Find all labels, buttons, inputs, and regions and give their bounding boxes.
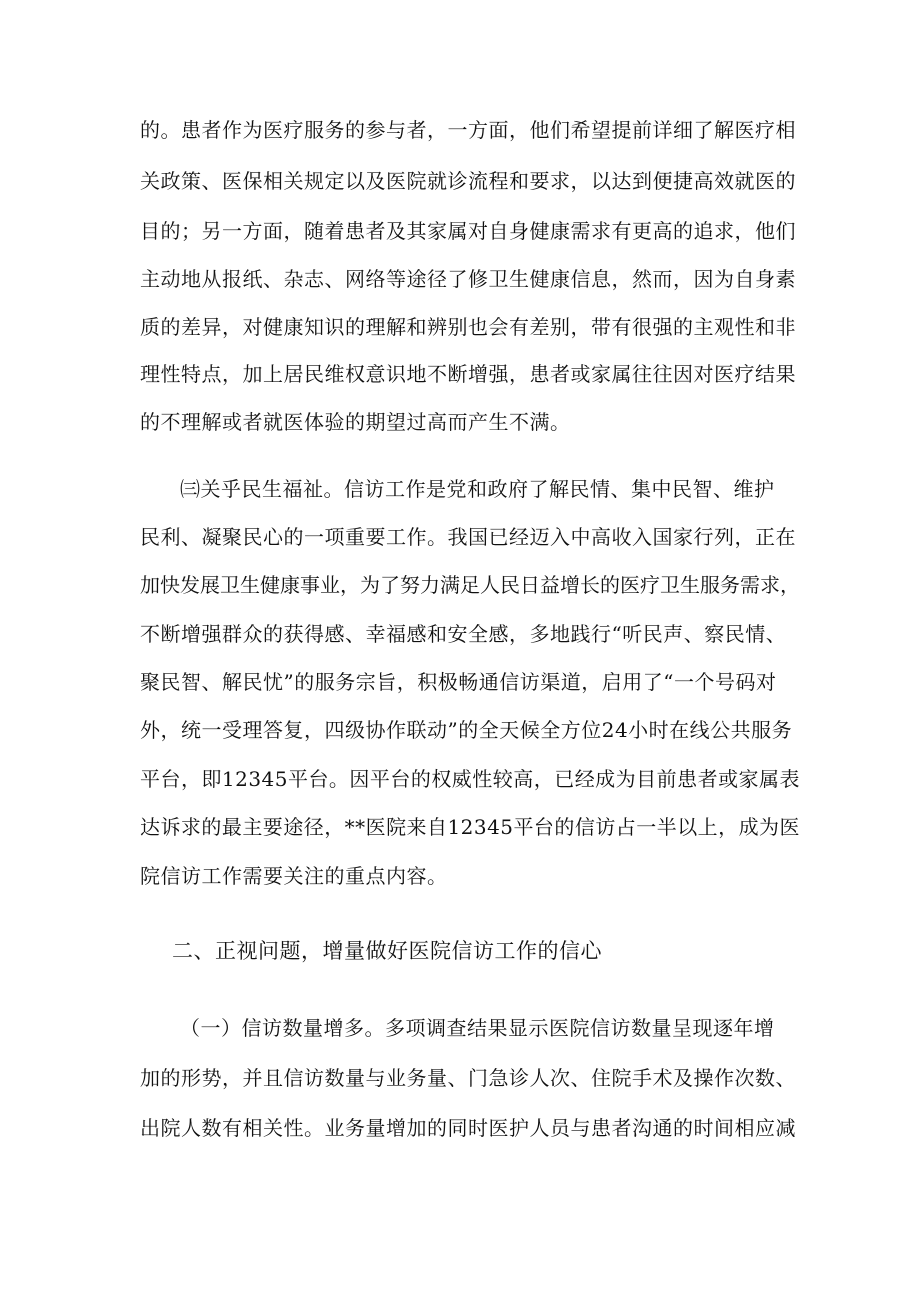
paragraph-line: 不断增强群众的获得感、幸福感和安全感，多地践行“听民声、察民情、 <box>140 622 787 646</box>
paragraph-line: 平台，即12345平台。因平台的权威性较高，已经成为目前患者或家属表 <box>140 767 800 791</box>
paragraph-line: 质的差异，对健康知识的理解和辨别也会有差别，带有很强的主观性和非 <box>140 315 796 339</box>
paragraph-line: 出院人数有相关性。业务量增加的同时医护人员与患者沟通的时间相应减 <box>140 1116 796 1140</box>
paragraph-line: 理性特点，加上居民维权意识地不断增强，患者或家属往往因对医疗结果 <box>140 362 796 386</box>
paragraph-line: 外，统一受理答复，四级协作联动”的全天候全方位24小时在线公共服务 <box>140 718 793 742</box>
paragraph-line: 民利、凝聚民心的一项重要工作。我国已经迈入中高收入国家行列，正在 <box>140 525 796 549</box>
paragraph-line: （一）信访数量增多。多项调查结果显示医院信访数量呈现逐年增 <box>180 1016 775 1040</box>
paragraph-line: 目的；另一方面，随着患者及其家属对自身健康需求有更高的追求，他们 <box>140 219 796 243</box>
paragraph-line: 加快发展卫生健康事业，为了努力满足人民日益增长的医疗卫生服务需求， <box>140 573 800 597</box>
paragraph-line: 关政策、医保相关规定以及医院就诊流程和要求，以达到便捷高效就医的 <box>140 169 796 193</box>
paragraph-line: 达诉求的最主要途径，**医院来自12345平台的信访占一半以上，成为医 <box>140 815 800 839</box>
paragraph-line: 主动地从报纸、杂志、网络等途径了修卫生健康信息，然而，因为自身素 <box>140 267 796 291</box>
section-heading: 二、正视问题，增量做好医院信访工作的信心 <box>172 939 602 963</box>
paragraph-line: ㈢关乎民生福祉。信访工作是党和政府了解民情、集中民智、维护 <box>180 477 775 501</box>
paragraph-line: 聚民智、解民忧”的服务宗旨，积极畅通信访渠道，启用了“一个号码对 <box>140 670 777 694</box>
paragraph-line: 的不理解或者就医体验的期望过高而产生不满。 <box>140 410 571 434</box>
paragraph-line: 加的形势，并且信访数量与业务量、门急诊人次、住院手术及操作次数、 <box>140 1066 796 1090</box>
paragraph-line: 的。患者作为医疗服务的参与者，一方面，他们希望提前详细了解医疗相 <box>140 118 796 142</box>
paragraph-line: 院信访工作需要关注的重点内容。 <box>140 864 448 888</box>
